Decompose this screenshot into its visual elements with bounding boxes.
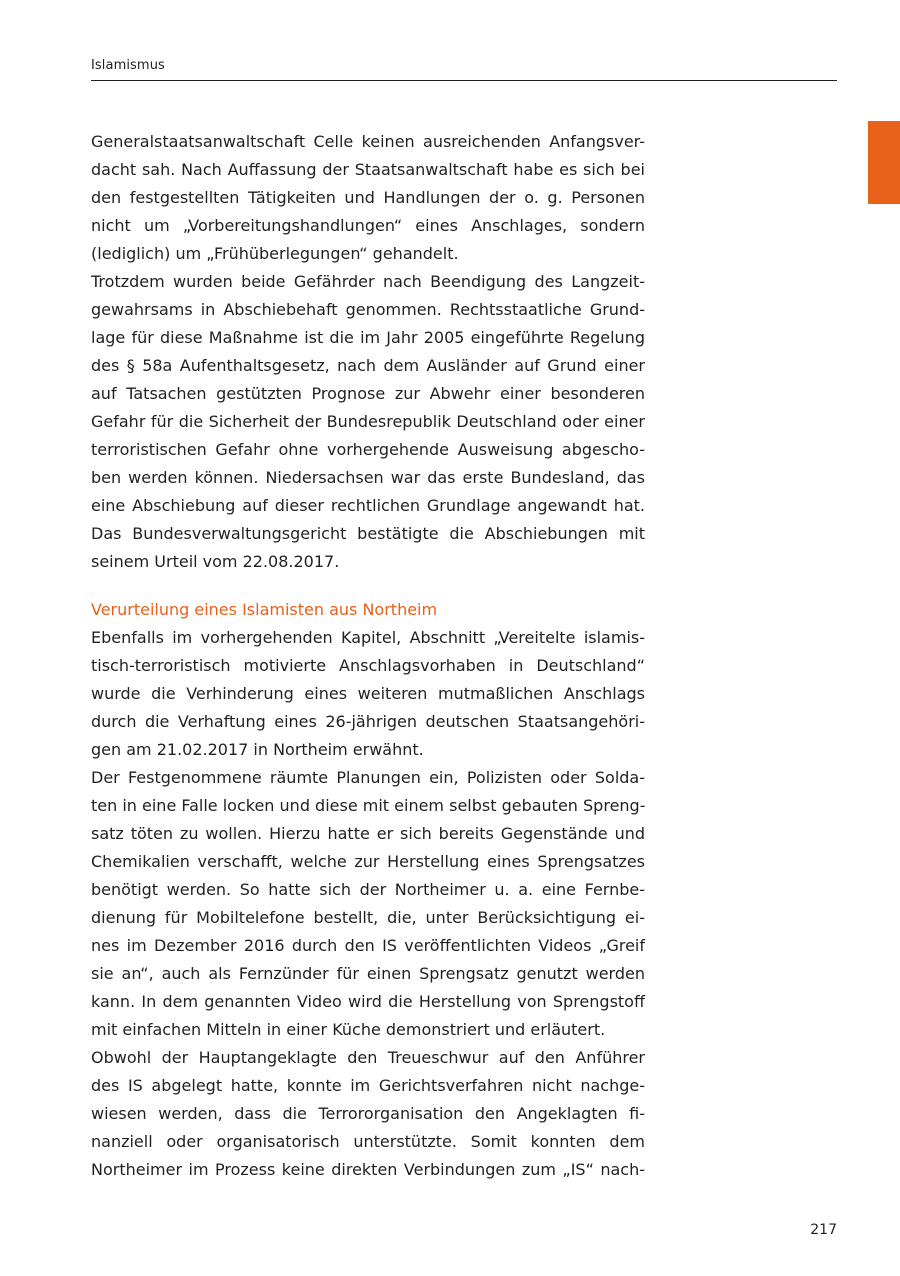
text-line: Obwohl der Hauptangeklagte den Treueschwur auf den Anführer: [91, 1048, 645, 1067]
text-line: Chemikalien verschafft, welche zur Herstellung eines Sprengsatzes: [91, 852, 645, 871]
paragraph: [91, 764, 645, 1044]
text-line: benötigt werden. So hatte sich der Northeimer u. a. eine Fernbe-: [91, 880, 645, 899]
text-line: (lediglich) um „Frühüberlegungen“ gehandelt.: [91, 244, 459, 263]
text-line: gewahrsams in Abschiebehaft genommen. Rechtsstaatliche Grund-: [91, 300, 645, 319]
text-line: Ebenfalls im vorhergehenden Kapitel, Abschnitt „Vereitelte islamis-: [91, 628, 645, 647]
text-line: Gefahr für die Sicherheit der Bundesrepublik Deutschland oder einer: [91, 412, 645, 431]
text-line: wurde die Verhinderung eines weiteren mutmaßlichen Anschlags: [91, 684, 645, 703]
page-number: 217: [810, 1222, 837, 1238]
text-line: nicht um „Vorbereitungshandlungen“ eines Anschlages, sondern: [91, 216, 645, 235]
text-line: lage für diese Maßnahme ist die im Jahr 2005 eingeführte Regelung: [91, 328, 645, 347]
text-line: wiesen werden, dass die Terrororganisation den Angeklagten fi-: [91, 1104, 645, 1123]
text-line: eine Abschiebung auf dieser rechtlichen Grundlage angewandt hat.: [91, 496, 645, 515]
paragraph: [91, 624, 645, 764]
section-gap: [91, 576, 645, 596]
body-text: [91, 128, 645, 1184]
text-line: terroristischen Gefahr ohne vorhergehende Ausweisung abgescho-: [91, 440, 645, 459]
text-line: auf Tatsachen gestützten Prognose zur Abwehr einer besonderen: [91, 384, 645, 403]
text-line: Das Bundesverwaltungsgericht bestätigte die Abschiebungen mit: [91, 524, 645, 543]
text-line: nes im Dezember 2016 durch den IS veröffentlichten Videos „Greif: [91, 936, 645, 955]
text-line: Der Festgenommene räumte Planungen ein, Polizisten oder Solda-: [91, 768, 645, 787]
text-line: sie an“, auch als Fernzünder für einen Sprengsatz genutzt werden: [91, 964, 645, 983]
text-line: tisch-terroristisch motivierte Anschlagsvorhaben in Deutschland“: [91, 656, 645, 675]
header-rule: [91, 80, 837, 81]
chapter-edge-tab: [868, 121, 900, 204]
text-line: den festgestellten Tätigkeiten und Handlungen der o. g. Personen: [91, 188, 645, 207]
text-line: seinem Urteil vom 22.08.2017.: [91, 552, 340, 571]
text-line: mit einfachen Mitteln in einer Küche demonstriert und erläutert.: [91, 1020, 606, 1039]
text-line: des IS abgelegt hatte, konnte im Gerichtsverfahren nicht nachge-: [91, 1076, 645, 1095]
text-line: gen am 21.02.2017 in Northeim erwähnt.: [91, 740, 424, 759]
paragraph: [91, 128, 645, 268]
paragraph: [91, 1044, 645, 1184]
text-line: ben werden können. Niedersachsen war das erste Bundesland, das: [91, 468, 645, 487]
text-line: Northeimer im Prozess keine direkten Verbindungen zum „IS“ nach-: [91, 1160, 645, 1179]
text-line: Trotzdem wurden beide Gefährder nach Beendigung des Langzeit-: [91, 272, 645, 291]
text-line: des § 58a Aufenthaltsgesetz, nach dem Ausländer auf Grund einer: [91, 356, 645, 375]
text-line: ten in eine Falle locken und diese mit einem selbst gebauten Spreng-: [91, 796, 646, 815]
text-line: nanziell oder organisatorisch unterstützte. Somit konnten dem: [91, 1132, 645, 1151]
text-line: dacht sah. Nach Auffassung der Staatsanwaltschaft habe es sich bei: [91, 160, 645, 179]
text-line: durch die Verhaftung eines 26-jährigen deutschen Staatsangehöri-: [91, 712, 645, 731]
text-line: Generalstaatsanwaltschaft Celle keinen ausreichenden Anfangsver-: [91, 132, 645, 151]
section-heading: Verurteilung eines Islamisten aus Northeim: [91, 600, 438, 619]
running-head: Islamismus: [91, 58, 165, 73]
text-line: satz töten zu wollen. Hierzu hatte er sich bereits Gegenstände und: [91, 824, 645, 843]
text-line: kann. In dem genannten Video wird die Herstellung von Sprengstoff: [91, 992, 645, 1011]
paragraph: [91, 268, 645, 576]
text-line: dienung für Mobiltelefone bestellt, die, unter Berücksichtigung ei-: [91, 908, 645, 927]
